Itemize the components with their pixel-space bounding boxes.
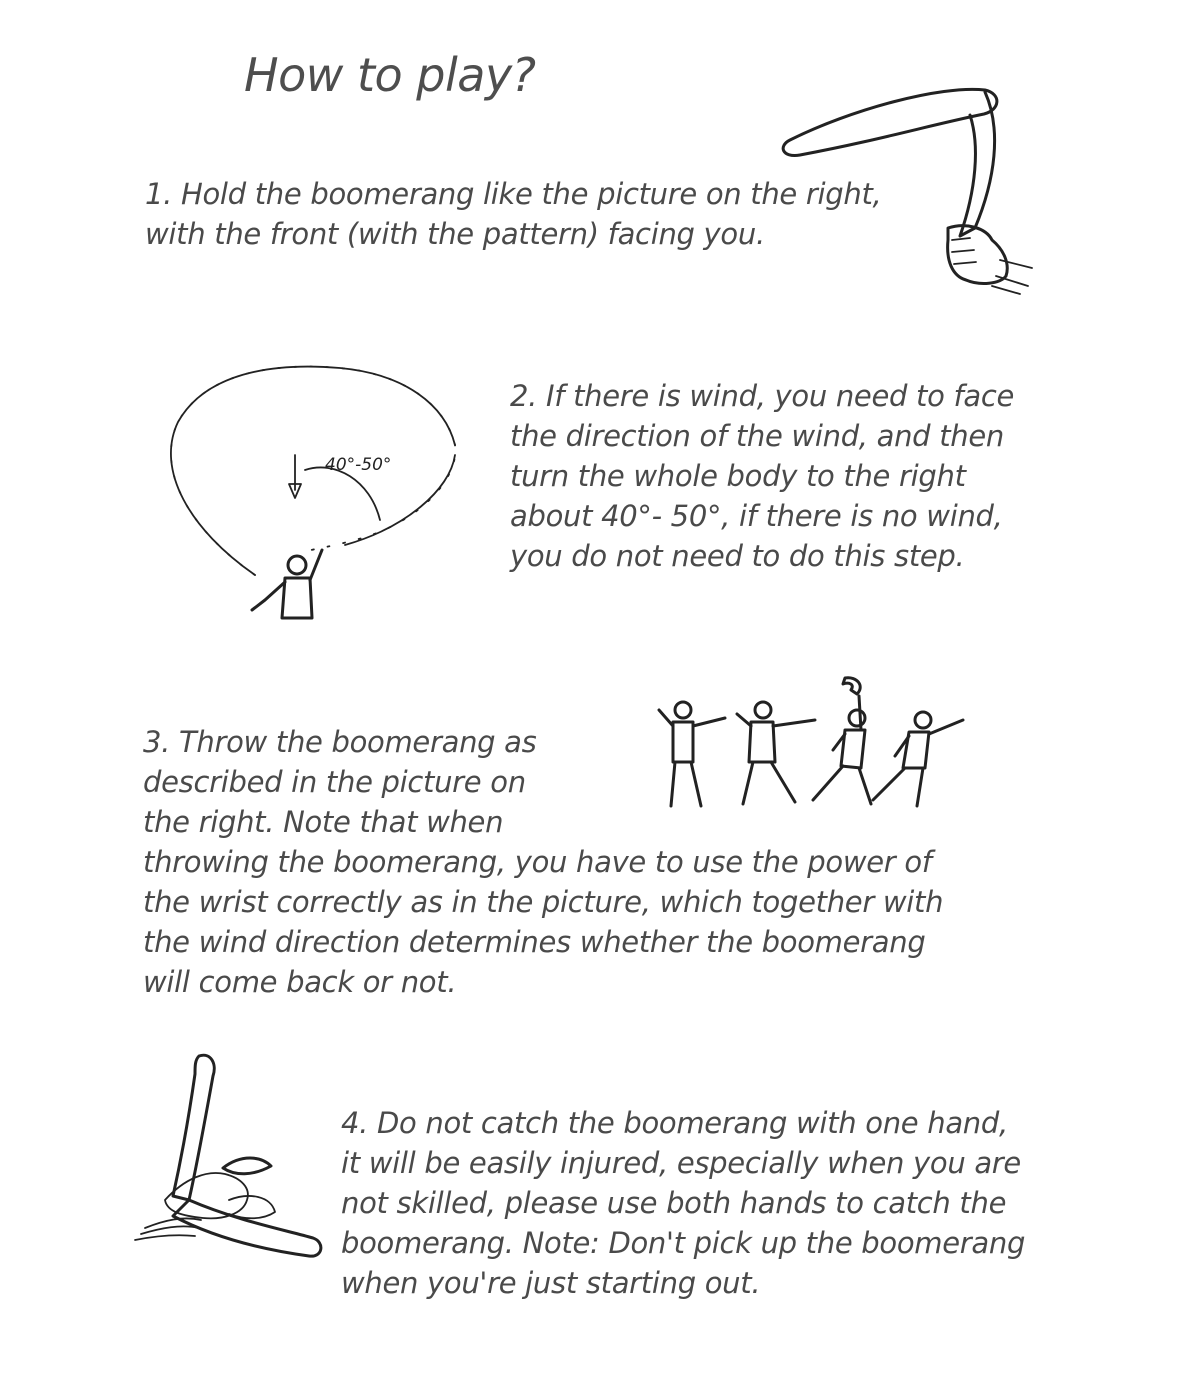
step-4-line: 4. Do not catch the boomerang with one hand, <box>341 1106 1008 1140</box>
step-4-line: not skilled, please use both hands to catch the <box>341 1186 1007 1220</box>
flight-path-diagram <box>160 360 470 630</box>
step-3-line: described in the picture on <box>143 765 526 799</box>
step-4-line: boomerang. Note: Don't pick up the boomerang <box>341 1226 1026 1260</box>
step-4-line: it will be easily injured, especially when you are <box>341 1146 1021 1180</box>
two-hand-catch-illustration <box>125 1050 335 1275</box>
figure-4 <box>873 712 963 806</box>
hand-holding-boomerang-illustration <box>770 80 1060 300</box>
step-3-line: 3. Throw the boomerang as <box>143 725 537 759</box>
step-1-line: 1. Hold the boomerang like the picture on the right, <box>145 177 882 211</box>
step-2-line: the direction of the wind, and then <box>510 419 1004 453</box>
thrower-figure <box>252 550 322 618</box>
figure-1 <box>659 702 725 806</box>
step-3-line: will come back or not. <box>143 965 457 999</box>
step-2-text <box>510 376 1014 576</box>
angle-label: 40°-50° <box>325 455 392 475</box>
figure-2 <box>737 702 815 804</box>
step-3-line: the right. Note that when <box>143 805 504 839</box>
step-3-line: the wind direction determines whether the boomerang <box>143 925 926 959</box>
throwing-sequence-illustration <box>645 670 975 820</box>
figure-3 <box>813 678 871 804</box>
step-2-line: you do not need to do this step. <box>510 539 965 573</box>
page-title: How to play? <box>244 48 536 102</box>
step-1-line: with the front (with the pattern) facing you. <box>145 217 765 251</box>
step-3-line: the wrist correctly as in the picture, which together with <box>143 885 944 919</box>
step-4-line: when you're just starting out. <box>341 1266 761 1300</box>
step-4-text <box>341 1103 1025 1303</box>
step-2-line: about 40°- 50°, if there is no wind, <box>510 499 1003 533</box>
step-2-line: turn the whole body to the right <box>510 459 966 493</box>
step-2-line: 2. If there is wind, you need to face <box>510 379 1015 413</box>
step-3-line: throwing the boomerang, you have to use the power of <box>143 845 932 879</box>
